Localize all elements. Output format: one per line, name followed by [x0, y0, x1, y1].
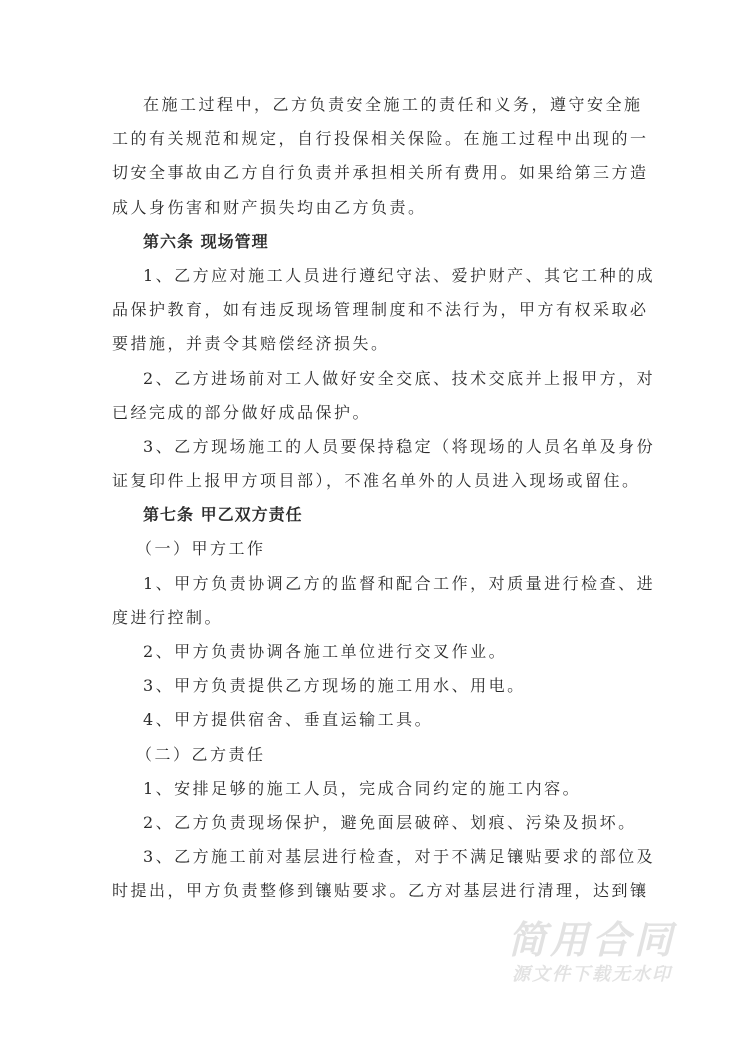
- paragraph: [112, 88, 652, 225]
- document-body: [112, 88, 656, 909]
- text-line: 3、甲方负责提供乙方现场的施工用水、用电。: [143, 676, 526, 696]
- section-heading: [112, 498, 652, 532]
- text-line: 要措施，并责令其赔偿经济损失。: [112, 334, 390, 354]
- text-line: 1、乙方应对施工人员进行遵纪守法、爱护财产、其它工种的成: [143, 265, 656, 285]
- text-line: 已经完成的部分做好成品保护。: [112, 402, 372, 422]
- text-line: 2、乙方进场前对工人做好安全交底、技术交底并上报甲方，对: [143, 368, 656, 388]
- text-line: 3、乙方现场施工的人员要保持稳定（将现场的人员名单及身份: [143, 436, 656, 456]
- text-line: 第七条 甲乙双方责任: [143, 505, 303, 525]
- paragraph: [112, 635, 652, 669]
- text-line: 3、乙方施工前对基层进行检查，对于不满足镶贴要求的部位及: [143, 847, 656, 867]
- text-line: 时提出，甲方负责整修到镶贴要求。乙方对基层进行清理，达到镶: [112, 881, 649, 901]
- text-line: （二）乙方责任: [136, 744, 266, 764]
- text-line: 2、乙方负责现场保护，避免面层破碎、划痕、污染及损坏。: [143, 812, 637, 832]
- text-line: （一）甲方工作: [136, 539, 266, 559]
- subsection-heading: [112, 532, 652, 566]
- paragraph: [112, 703, 652, 737]
- text-line: 第六条 现场管理: [143, 231, 269, 251]
- watermark-title: 简用合同: [508, 918, 677, 962]
- paragraph: [112, 259, 656, 362]
- text-line: 度进行控制。: [112, 607, 224, 627]
- text-line: 2、甲方负责协调各施工单位进行交叉作业。: [143, 642, 508, 661]
- text-line: 1、甲方负责协调乙方的监督和配合工作，对质量进行检查、进: [143, 573, 656, 593]
- paragraph: [112, 669, 652, 703]
- paragraph: [112, 430, 656, 498]
- paragraph: [112, 840, 656, 908]
- text-line: 品保护教育，如有违反现场管理制度和不法行为，甲方有权采取必: [112, 300, 649, 320]
- text-line: 成人身伤害和财产损失均由乙方负责。: [112, 197, 427, 217]
- text-line: 切安全事故由乙方自行负责并承担相关所有费用。如果给第三方造: [112, 163, 649, 183]
- text-line: 证复印件上报甲方项目部），不准名单外的人员进入现场或留住。: [112, 471, 641, 491]
- paragraph: [112, 806, 652, 840]
- section-heading: [112, 225, 652, 259]
- text-line: 1、安排足够的施工人员，完成合同约定的施工内容。: [143, 778, 582, 798]
- subsection-heading: [112, 738, 652, 772]
- text-line: 4、甲方提供宿舍、垂直运输工具。: [143, 710, 434, 730]
- paragraph: [112, 362, 656, 430]
- watermark-subtitle: 源文件下载无水印: [512, 964, 672, 985]
- text-line: 在施工过程中，乙方负责安全施工的责任和义务，遵守安全施: [143, 95, 643, 114]
- paragraph: [112, 772, 652, 806]
- text-line: 工的有关规范和规定，自行投保相关保险。在施工过程中出现的一: [112, 129, 649, 149]
- watermark: [508, 918, 676, 988]
- paragraph: [112, 567, 656, 635]
